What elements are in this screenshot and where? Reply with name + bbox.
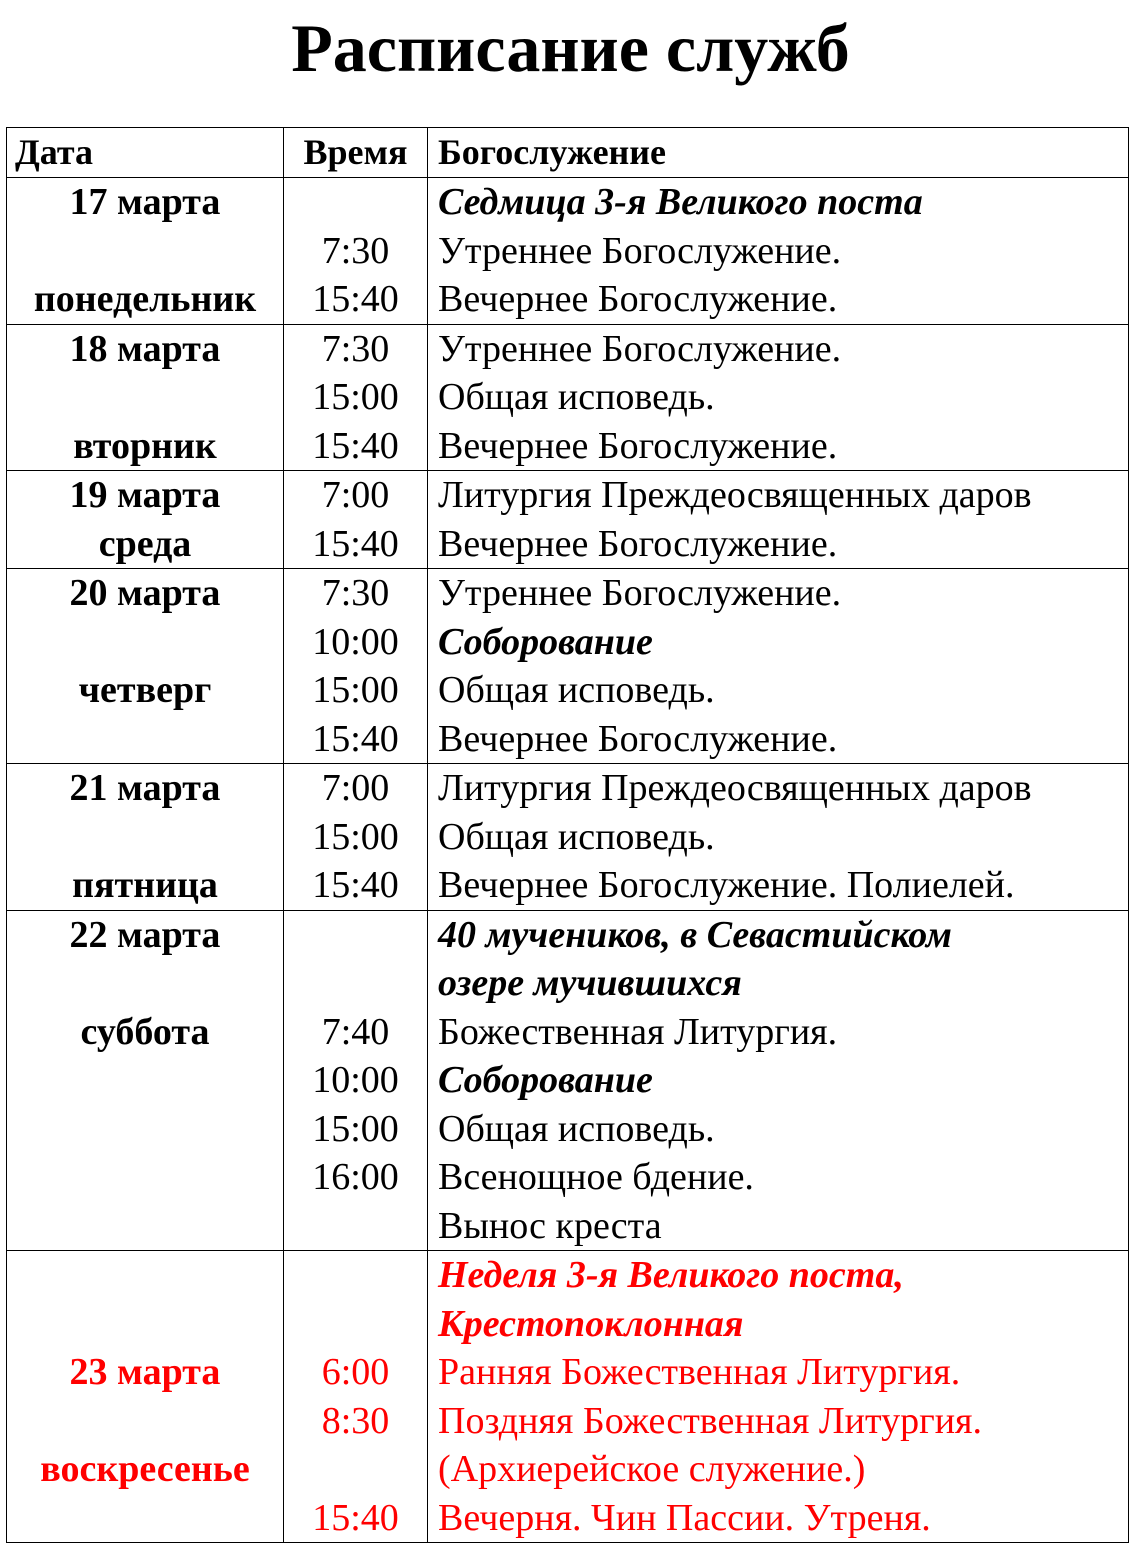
date-cell	[7, 764, 284, 911]
day-row	[7, 569, 1129, 764]
service-line: Крестопоклонная	[438, 1302, 744, 1345]
service-line: Вынос креста	[438, 1204, 662, 1247]
day-row	[7, 324, 1129, 471]
date-line	[7, 1494, 283, 1543]
time-cell	[284, 569, 428, 764]
date-line: воскресенье	[40, 1448, 250, 1490]
date-line	[7, 1397, 283, 1446]
date-cell	[7, 471, 284, 569]
time-line: 7:30	[321, 572, 390, 614]
date-line	[7, 373, 283, 422]
service-line: Общая исповедь.	[438, 1107, 715, 1150]
date-line	[7, 1056, 283, 1105]
service-line: Утреннее Богослужение.	[438, 572, 842, 614]
date-line	[7, 227, 283, 276]
date-line: понедельник	[33, 278, 257, 320]
service-line: Поздняя Божественная Литургия.	[438, 1399, 983, 1442]
time-line	[284, 1202, 427, 1251]
service-line: (Архиерейское служение.)	[438, 1448, 866, 1490]
time-line: 7:30	[321, 327, 390, 370]
time-cell	[284, 471, 428, 569]
service-line: Вечернее Богослужение.	[438, 278, 838, 320]
day-row	[7, 178, 1129, 325]
time-line: 15:00	[312, 669, 399, 711]
time-line: 10:00	[312, 1059, 399, 1101]
header-time: Время	[284, 128, 428, 178]
service-line: Неделя 3-я Великого поста,	[438, 1254, 904, 1296]
date-line: 20 марта	[69, 572, 221, 614]
date-line: 21 марта	[69, 767, 221, 809]
time-cell	[284, 1251, 428, 1543]
time-line: 15:40	[312, 864, 399, 906]
service-line: Литургия Преждеосвященных даров	[438, 767, 1032, 809]
service-line: Общая исповедь.	[438, 376, 715, 418]
time-line	[284, 1300, 427, 1349]
service-line: Вечернее Богослужение.	[438, 717, 838, 760]
service-line: 40 мучеников, в Севастийском	[438, 913, 952, 956]
day-row	[7, 471, 1129, 569]
time-line: 15:00	[312, 376, 399, 418]
service-line: Всенощное бдение.	[438, 1156, 754, 1198]
service-cell	[428, 471, 1129, 569]
date-line: 17 марта	[69, 181, 221, 223]
time-line: 7:40	[321, 1010, 390, 1053]
time-line: 7:00	[321, 767, 390, 809]
day-row	[7, 1251, 1129, 1543]
day-row	[7, 764, 1129, 911]
service-line: Вечернее Богослужение. Полиелей.	[438, 864, 1015, 906]
header-row	[7, 128, 1129, 178]
time-line: 7:00	[321, 474, 390, 516]
date-cell	[7, 178, 284, 325]
date-line	[7, 1251, 283, 1300]
page-title: Расписание служб	[291, 10, 850, 86]
date-line: вторник	[73, 424, 217, 467]
service-line: Утреннее Богослужение.	[438, 327, 842, 370]
time-line: 16:00	[312, 1156, 399, 1198]
service-cell	[428, 178, 1129, 325]
date-line: четверг	[78, 669, 212, 711]
time-cell	[284, 324, 428, 471]
date-line	[7, 715, 283, 764]
service-line: Божественная Литургия.	[438, 1010, 838, 1053]
date-line: пятница	[72, 864, 218, 906]
time-line: 15:40	[312, 522, 399, 565]
date-line: 23 марта	[69, 1351, 221, 1393]
time-cell	[284, 910, 428, 1251]
service-cell	[428, 324, 1129, 471]
service-line: озере мучившихся	[438, 962, 742, 1004]
date-line: среда	[98, 522, 192, 565]
time-line: 15:40	[312, 717, 399, 760]
date-line	[7, 813, 283, 862]
service-line: Седмица 3-я Великого поста	[438, 181, 923, 223]
service-cell	[428, 1251, 1129, 1543]
time-line	[284, 911, 427, 960]
time-line	[284, 1445, 427, 1494]
service-line: Литургия Преждеосвященных даров	[438, 474, 1032, 516]
time-line	[284, 1251, 427, 1300]
service-line: Утреннее Богослужение.	[438, 229, 842, 272]
time-cell	[284, 178, 428, 325]
service-cell	[428, 764, 1129, 911]
date-line	[7, 1300, 283, 1349]
service-line: Общая исповедь.	[438, 669, 715, 711]
service-line: Соборование	[438, 1059, 653, 1101]
time-line: 8:30	[321, 1399, 390, 1442]
date-line	[7, 1105, 283, 1154]
time-line: 15:40	[312, 278, 399, 320]
time-line: 7:30	[321, 229, 390, 272]
time-line	[284, 959, 427, 1008]
date-line	[7, 1153, 283, 1202]
service-line: Общая исповедь.	[438, 815, 715, 858]
date-cell	[7, 910, 284, 1251]
time-cell	[284, 764, 428, 911]
date-cell	[7, 569, 284, 764]
date-line	[7, 1202, 283, 1251]
service-line: Ранняя Божественная Литургия.	[438, 1351, 961, 1393]
time-line: 15:40	[312, 1496, 399, 1539]
time-line: 10:00	[312, 620, 399, 663]
header-date: Дата	[7, 128, 284, 178]
time-line: 6:00	[321, 1351, 390, 1393]
time-line: 15:00	[312, 1107, 399, 1150]
date-line: 22 марта	[69, 913, 221, 956]
date-cell	[7, 324, 284, 471]
service-line: Вечернее Богослужение.	[438, 522, 838, 565]
schedule-body	[7, 128, 1129, 1543]
date-line	[7, 618, 283, 667]
schedule-table	[6, 127, 1129, 1543]
service-cell	[428, 569, 1129, 764]
date-line: 18 марта	[69, 327, 221, 370]
service-line: Соборование	[438, 620, 653, 663]
header-service: Богослужение	[428, 128, 1129, 178]
time-line: 15:00	[312, 815, 399, 858]
date-cell	[7, 1251, 284, 1543]
time-line: 15:40	[312, 424, 399, 467]
service-cell	[428, 910, 1129, 1251]
time-line	[284, 178, 427, 227]
day-row	[7, 910, 1129, 1251]
date-line: 19 марта	[69, 474, 221, 516]
service-line: Вечерня. Чин Пассии. Утреня.	[438, 1496, 931, 1539]
date-line: суббота	[80, 1010, 210, 1053]
date-line	[7, 959, 283, 1008]
service-line: Вечернее Богослужение.	[438, 424, 838, 467]
